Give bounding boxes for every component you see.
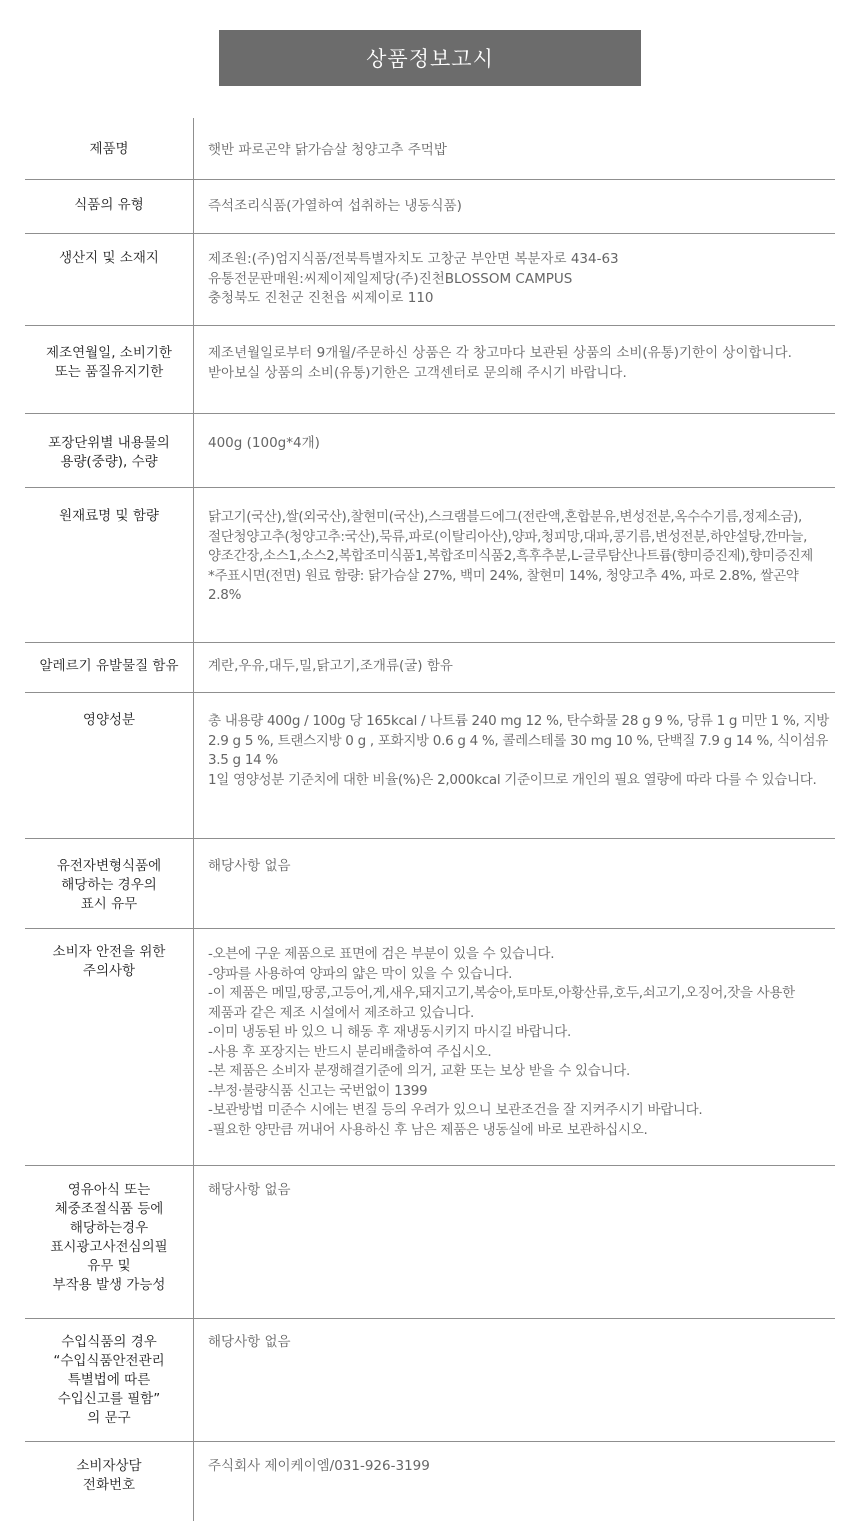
- row-label: 수입식품의 경우 “수입식품안전관리 특별법에 따른 수입신고를 필함” 의 문구: [25, 1319, 194, 1441]
- row-label: 소비자 안전을 위한 주의사항: [25, 929, 194, 1165]
- row-value: 해당사항 없음: [208, 1182, 291, 1198]
- row-label: 식품의 유형: [25, 180, 194, 233]
- row-value: 해당사항 없음: [208, 858, 291, 874]
- row-label: 영양성분: [25, 693, 194, 838]
- row-value: 제조년월일로부터 9개월/주문하신 상품은 각 창고마다 보관된 상품의 소비(유통)기한이 상이합니다. 받아보실 상품의 소비(유통)기한은 고객센터로 문의해 주시기 바랍니다.: [208, 345, 792, 381]
- table-row: [25, 1166, 835, 1319]
- page-title: 상품정보고시: [219, 30, 641, 86]
- table-row: [25, 929, 835, 1166]
- table-row: [25, 839, 835, 929]
- table-row: [25, 1319, 835, 1442]
- row-value: 닭고기(국산),쌀(외국산),찰현미(국산),스크램블드에그(전란액,혼합분유,변성전분,옥수수기름,정제소금),절단청양고추(청양고추:국산),묵류,파로(이탈리아산),양파,청피망,대파,콩기름,변성전분,하얀설탕,깐마늘,양조간장,소스1,소스2,복합조미식품1,복합조미식품2,흑후추분,L-글루탐산나트륨(향미증진제),향미증진제 *주표시면(전면) 원료 함량: 닭가슴살 27%, 백미 24%, 찰현미 14%, 청양고추 4%, 파로 2.8%, 쌀곤약 2.8%: [208, 509, 813, 603]
- table-row: [25, 180, 835, 234]
- row-label: 제조연월일, 소비기한 또는 품질유지기한: [25, 326, 194, 413]
- row-value: 계란,우유,대두,밀,닭고기,조개류(굴) 함유: [208, 658, 453, 674]
- row-label: 원재료명 및 함량: [25, 488, 194, 642]
- row-label: 생산지 및 소재지: [25, 234, 194, 325]
- row-value: -오븐에 구운 제품으로 표면에 검은 부분이 있을 수 있습니다. -양파를 사용하여 양파의 얇은 막이 있을 수 있습니다. -이 제품은 메밀,땅콩,고등어,게,새우,돼지고기,복숭아,토마토,아황산류,호두,쇠고기,오징어,잣을 사용한 제품과 같은 제조 시설에서 제조하고 있습니다. -이미 냉동된 바 있으 니 해동 후 재냉동시키지 마시길 바랍니다. -사용 후 포장지는 반드시 분리배출하여 주십시오. -본 제품은 소비자 분쟁해결기준에 의거, 교환 또는 보상 받을 수 있습니다. -부정·불량식품 신고는 국번없이 1399 -보관방법 미준수 시에는 변질 등의 우려가 있으니 보관조건을 잘 지켜주시기 바랍니다. -필요한 양만큼 꺼내어 사용하신 후 남은 제품은 냉동실에 바로 보관하십시오.: [208, 946, 795, 1138]
- row-value: 햇반 파로곤약 닭가슴살 청양고추 주먹밥: [208, 142, 447, 158]
- table-row: [25, 326, 835, 414]
- row-value: 400g (100g*4개): [208, 435, 320, 451]
- row-label: 포장단위별 내용물의 용량(중량), 수량: [25, 414, 194, 487]
- row-label: 소비자상담 전화번호: [25, 1442, 194, 1521]
- row-value: 총 내용량 400g / 100g 당 165kcal / 나트륨 240 mg 12 %, 탄수화물 28 g 9 %, 당류 1 g 미만 1 %, 지방 2.9 g 5 %, 트랜스지방 0 g , 포화지방 0.6 g 4 %, 콜레스테롤 30 mg 10 %, 단백질 7.9 g 14 %, 식이섬유 3.5 g 14 % 1일 영양성분 기준치에 대한 비율(%)은 2,000kcal 기준이므로 개인의 필요 열량에 따라 다를 수 있습니다.: [208, 713, 829, 788]
- row-label: 유전자변형식품에 해당하는 경우의 표시 유무: [25, 839, 194, 928]
- table-row: [25, 234, 835, 326]
- row-value: 제조원:(주)엄지식품/전북특별자치도 고창군 부안면 복분자로 434-63 유통전문판매원:씨제이제일제당(주)진천BLOSSOM CAMPUS 충청북도 진천군 진천읍 씨제이로 110: [208, 251, 619, 306]
- product-info-table: [25, 118, 835, 1521]
- row-value: 해당사항 없음: [208, 1334, 291, 1350]
- row-label: 영유아식 또는 체중조절식품 등에 해당하는경우 표시광고사전심의필 유무 및 부작용 발생 가능성: [25, 1166, 194, 1318]
- row-label: 알레르기 유발물질 함유: [25, 643, 194, 692]
- table-row: [25, 693, 835, 839]
- table-row: [25, 118, 835, 180]
- table-row: [25, 643, 835, 693]
- table-row: [25, 1442, 835, 1521]
- row-label: 제품명: [25, 118, 194, 179]
- row-value: 주식회사 제이케이엠/031-926-3199: [208, 1458, 430, 1474]
- row-value: 즉석조리식품(가열하여 섭취하는 냉동식품): [208, 198, 462, 214]
- table-row: [25, 414, 835, 488]
- table-row: [25, 488, 835, 643]
